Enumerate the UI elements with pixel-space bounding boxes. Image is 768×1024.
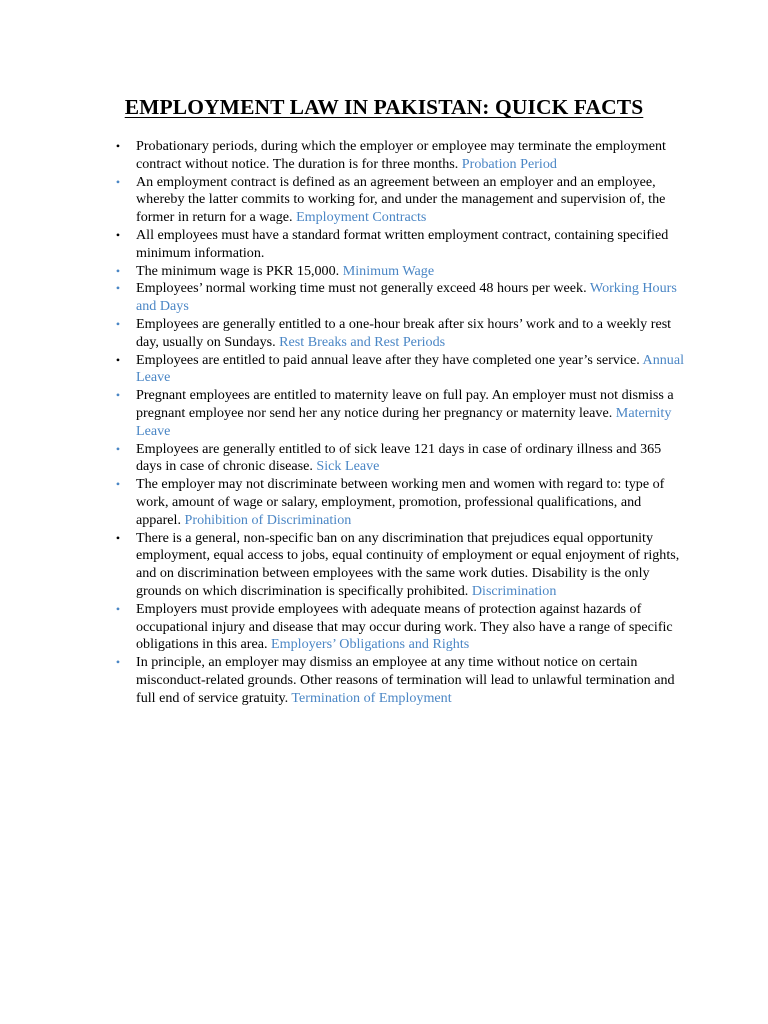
document-title: EMPLOYMENT LAW IN PAKISTAN: QUICK FACTS (124, 95, 644, 119)
fact-item-employers-obligations (115, 600, 684, 654)
bullet-icon: • (115, 352, 121, 367)
bullet-icon: • (115, 139, 121, 153)
link-rest-breaks-and-rest-periods[interactable]: Rest Breaks and Rest Periods (279, 333, 446, 350)
bullet-icon: • (115, 281, 121, 296)
link-maternity-leave[interactable]: Maternity Leave (136, 404, 672, 439)
fact-item-rest-breaks (115, 315, 684, 352)
fact-item-probation (115, 138, 684, 174)
fact-text: An employment contract is defined as an agreement between an employer and an employee, whereby the latter commits to working for, and under the management and supervision of, the former in return for a wage. (136, 173, 666, 226)
fact-item-prohibition-of-discrimination (115, 476, 684, 529)
fact-item-minimum-wage (115, 262, 684, 281)
bullet-icon: • (115, 263, 121, 278)
fact-text: Employees are generally entitled to a one-hour break after six hours’ work and to a weekly rest day, usually on Sundays. (136, 315, 672, 350)
bullet-icon: • (115, 227, 121, 242)
fact-text: There is a general, non-specific ban on any discrimination that prejudices equal opportunity employment, equal access to jobs, equal continuity of employment or equal enjoyment of rights, and on discrimination between employees with the same work duties. Disability is the only grounds on which discrimination is specifically prohibited. (136, 529, 680, 599)
fact-item-discrimination (115, 529, 684, 601)
fact-text: Employers must provide employees with adequate means of protection against hazards of occupational injury and disease that may occur during work. They also have a range of specific obligations in this area. (136, 600, 673, 653)
link-working-hours-and-days[interactable]: Working Hours and Days (136, 280, 677, 315)
bullet-icon: • (115, 388, 121, 403)
fact-item-written-contract (115, 226, 684, 263)
bullet-icon: • (115, 441, 121, 456)
fact-text: Probationary periods, during which the employer or employee may terminate the employment contract without notice. The duration is for three months. (136, 138, 666, 172)
fact-text: The minimum wage is PKR 15,000. (136, 262, 343, 279)
fact-text: Pregnant employees are entitled to maternity leave on full pay. An employer must not dismiss a pregnant employee nor send her any notice during her pregnancy or maternity leave. (136, 387, 674, 421)
fact-text: Employees are entitled to paid annual leave after they have completed one year’s service. (136, 351, 643, 368)
link-probation-period[interactable]: Probation Period (461, 155, 557, 172)
link-annual-leave[interactable]: Annual Leave (136, 351, 685, 386)
fact-text: Employees are generally entitled to of sick leave 121 days in case of ordinary illness and 365 days in case of chronic disease. (136, 440, 662, 475)
fact-text: Employees’ normal working time must not generally exceed 48 hours per week. (136, 280, 590, 297)
link-termination-of-employment[interactable]: Termination of Employment (291, 689, 452, 706)
fact-text: In principle, an employer may dismiss an employee at any time without notice on certain misconduct-related grounds. Other reasons of termination will lead to unlawful termination and full end of service gratuity. (136, 654, 675, 706)
bullet-icon: • (115, 601, 121, 616)
bullet-icon: • (115, 316, 121, 331)
bullet-icon: • (115, 477, 121, 492)
fact-text: The employer may not discriminate between working men and women with regard to: type of work, amount of wage or salary, employment, promotion, professional qualifications, and apparel. (136, 476, 665, 528)
bullet-icon: • (115, 174, 121, 189)
link-minimum-wage[interactable]: Minimum Wage (342, 262, 435, 279)
fact-item-termination (115, 654, 684, 707)
fact-item-maternity-leave (115, 387, 684, 440)
bullet-icon: • (115, 530, 121, 545)
link-employers-obligations-and-rights[interactable]: Employers’ Obligations and Rights (271, 636, 470, 653)
fact-text: All employees must have a standard format written employment contract, containing specified minimum information. (136, 226, 669, 261)
bullet-icon: • (115, 655, 121, 670)
fact-item-employment-contracts (115, 173, 684, 227)
link-discrimination[interactable]: Discrimination (471, 582, 557, 599)
link-prohibition-of-discrimination[interactable]: Prohibition of Discrimination (184, 511, 352, 528)
link-employment-contracts[interactable]: Employment Contracts (296, 209, 427, 226)
fact-item-annual-leave (115, 351, 685, 388)
link-sick-leave[interactable]: Sick Leave (316, 458, 380, 475)
fact-item-sick-leave (115, 440, 684, 477)
fact-item-working-hours (115, 280, 684, 316)
facts-list (115, 138, 685, 708)
